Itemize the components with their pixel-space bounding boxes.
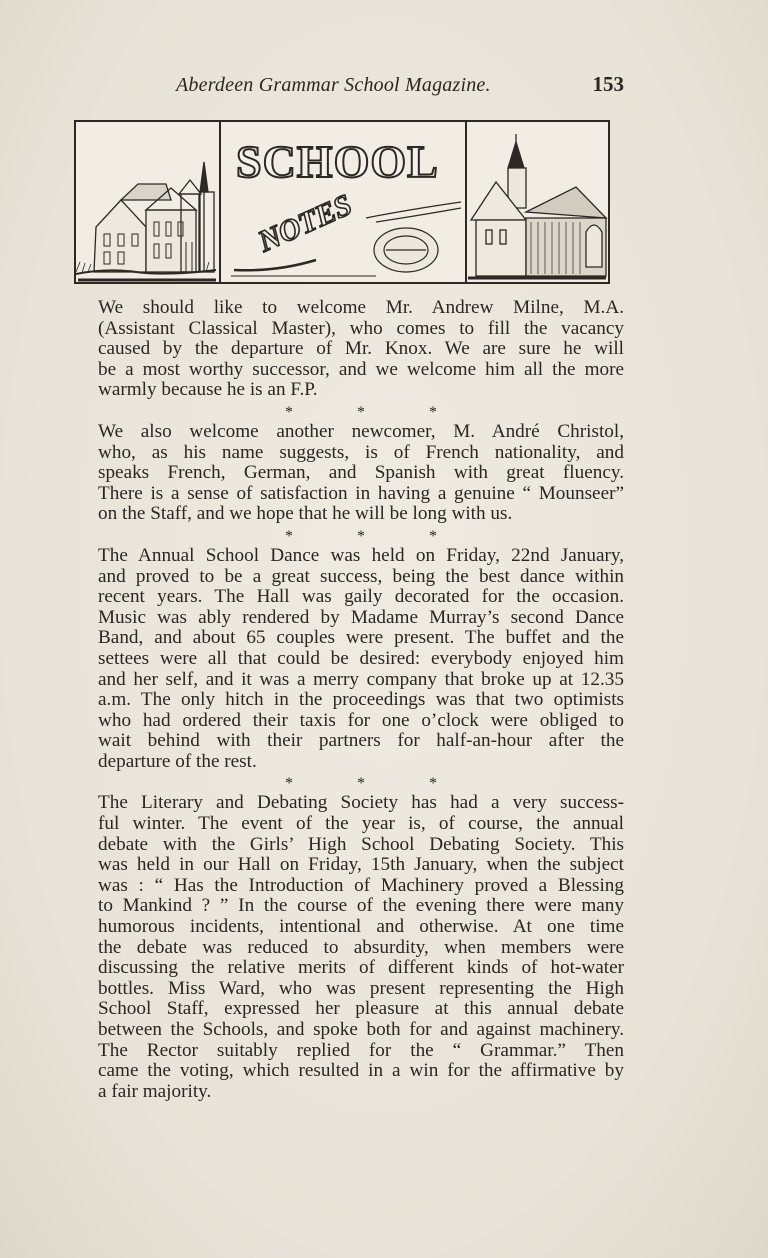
section-separator: * * * [285,775,467,793]
text-line: The Annual School Dance was held on Friday, 22nd January, [98,544,624,566]
text-line: wait behind with their partners for half-an-hour after the [98,730,624,752]
text-line: on the Staff, and we hope that he will be long with us. [98,503,513,525]
text-line: The Rector suitably replied for the “ Grammar.” Then [98,1039,624,1061]
text-line: to Mankind ? ” In the course of the evening there were many [98,895,624,917]
text-line: warmly because he is an F.P. [98,379,318,401]
text-line: (Assistant Classical Master), who comes to fill the vacancy [98,317,624,339]
text-line: departure of the rest. [98,750,257,772]
text-line: discussing the relative merits of different kinds of hot-water [98,957,624,979]
running-title: Aberdeen Grammar School Magazine. [176,74,491,96]
school-notes-article [98,298,624,1102]
paragraph-new-french-master [98,422,624,525]
page-number: 153 [592,72,624,96]
text-line: be a most worthy successor, and we welcome him all the more [98,358,624,380]
section-separator: * * * [285,403,467,421]
text-line: speaks French, German, and Spanish with great fluency. [98,462,624,484]
text-line: a.m. The only hitch in the proceedings was that two optimists [98,689,624,711]
text-line: who, as his name suggests, is of French nationality, and [98,441,624,463]
text-line: humorous incidents, intentional and otherwise. At one time [98,916,624,938]
paragraph-school-dance [98,546,624,773]
banner-subtitle: NOTES [253,188,357,259]
text-line: We should like to welcome Mr. Andrew Milne, M.A. [98,297,624,318]
text-line: who had ordered their taxis for one o’clock were obliged to [98,709,624,731]
text-line: Music was ably rendered by Madame Murray’s second Dance [98,606,624,628]
page-header [96,70,626,102]
section-separator: * * * [285,527,467,545]
right-church-sketch [468,134,606,278]
text-line: a fair majority. [98,1080,212,1102]
text-line: between the Schools, and spoke both for and against machinery. [98,1019,624,1040]
paragraph-new-classical-master [98,298,624,401]
banner-title: SCHOOL [236,136,439,187]
text-line: came the voting, which resulted in a win for the affirmative by [98,1060,624,1082]
text-line: caused by the departure of Mr. Knox. We are sure he will [98,338,624,360]
text-line: debate with the Girls’ High School Debating Society. This [98,833,624,855]
text-line: The Literary and Debating Society has had a very success- [98,792,624,814]
paragraph-debating-society [98,793,624,1102]
text-line: and proved to be a great success, being the best dance within [98,565,624,587]
banner-illustration [76,122,608,282]
text-line: was : “ Has the Introduction of Machinery proved a Blessing [98,874,624,896]
text-line: recent years. The Hall was gaily decorated for the occasion. [98,586,624,608]
text-line: settees were all that could be desired: everybody enjoyed him [98,647,624,669]
text-line: and her self, and it was a merry company that broke up at 12.35 [98,668,624,690]
text-line: the debate was reduced to absurdity, when members were [98,936,624,958]
school-notes-banner [74,120,610,284]
text-line: There is a sense of satisfaction in having a genuine “ Mounseer” [98,482,624,504]
text-line: School Staff, expressed her pleasure at this annual debate [98,998,624,1020]
school-notes-lettering [231,136,461,276]
text-line: bottles. Miss Ward, who was present representing the High [98,977,624,999]
rugby-ball-icon [374,228,438,272]
text-line: was held in our Hall on Friday, 15th January, when the subject [98,854,624,876]
left-building-sketch [76,162,216,280]
text-line: ful winter. The event of the year is, of course, the annual [98,813,624,835]
text-line: We also welcome another newcomer, M. André Christol, [98,420,624,442]
text-line: Band, and about 65 couples were present. The buffet and the [98,627,624,649]
